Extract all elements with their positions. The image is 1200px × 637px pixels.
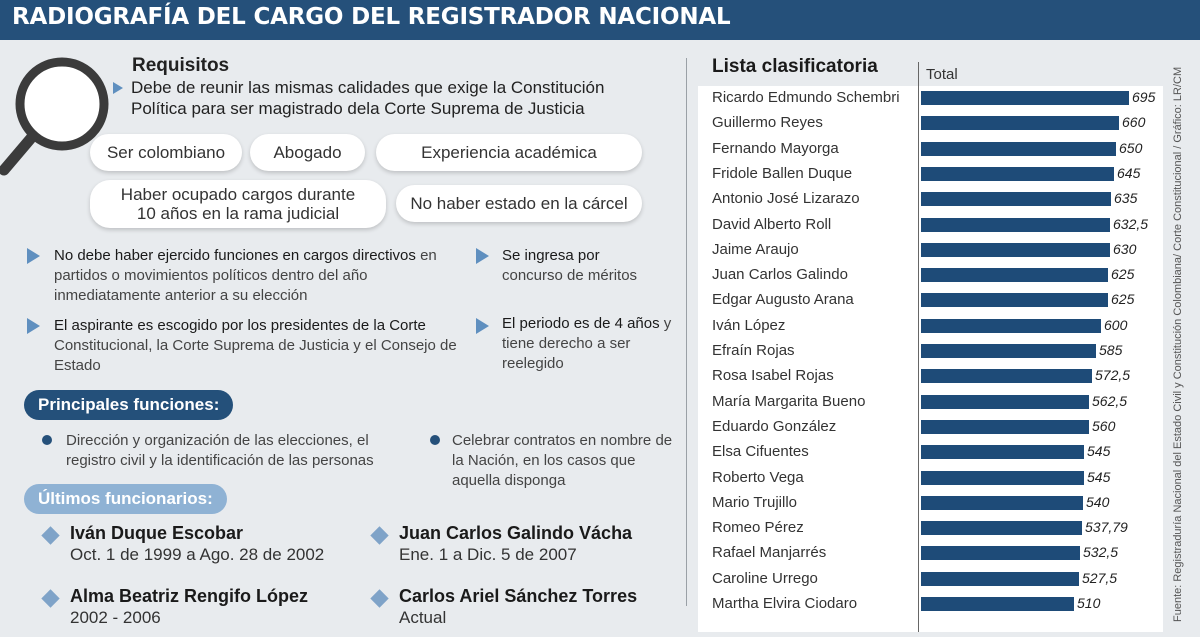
diamond-bullet-icon [370, 526, 388, 544]
bar [921, 142, 1116, 156]
bullet-head: Se ingresa por [502, 247, 600, 264]
funcionario-period: Oct. 1 de 1999 a Ago. 28 de 2002 [70, 545, 325, 564]
bar [921, 218, 1110, 232]
bullet-item [502, 314, 677, 374]
bar-value-label: 625 [1111, 266, 1135, 283]
column-divider [686, 58, 687, 606]
bar-label: Eduardo González [712, 417, 837, 435]
section-heading-funciones: Principales funciones: [24, 390, 233, 420]
bar [921, 521, 1082, 535]
bar-value-label: 650 [1119, 139, 1143, 156]
page-title: RADIOGRAFÍA DEL CARGO DEL REGISTRADOR NACIONAL [12, 4, 731, 30]
funcion-item: Dirección y organización de las elecciones, el registro civil y la identificación de las personas [66, 432, 374, 469]
bar [921, 420, 1089, 434]
bar-label: María Margarita Bueno [712, 392, 866, 410]
bar [921, 167, 1114, 181]
bar-label: Fridole Ballen Duque [712, 164, 853, 182]
funcionario-name: Alma Beatriz Rengifo López [70, 586, 309, 606]
source-note: Fuente: Registraduría Nacional del Estado Civil y Constitución Colombiana/ Corte Constitucional / Gráfico: LR/CM [1172, 66, 1184, 622]
bar-value-label: 560 [1092, 417, 1116, 434]
bullet-item [54, 316, 464, 376]
bar [921, 91, 1129, 105]
bar-value-label: 537,79 [1085, 519, 1128, 536]
bullet-body: y tiene derecho a ser reelegido [502, 315, 672, 372]
bar-label: Jaime Araujo [712, 240, 799, 258]
triangle-bullet-icon [27, 318, 40, 334]
bar [921, 471, 1084, 485]
bar-label: Juan Carlos Galindo [712, 266, 848, 284]
bullet-item [502, 246, 652, 286]
bar-value-label: 585 [1099, 342, 1123, 358]
funcionario-period: Actual [399, 608, 447, 627]
triangle-bullet-icon [476, 248, 489, 264]
bar [921, 293, 1108, 307]
bar-label: Fernando Mayorga [712, 139, 839, 157]
requirement-pill: No haber estado en la cárcel [396, 185, 642, 222]
bar-value-label: 545 [1087, 443, 1111, 460]
bar [921, 546, 1080, 560]
bullet-body: Constitucional, la Corte Suprema de Justicia y el Consejo de Estado [54, 337, 457, 374]
section-heading-funcionarios: Últimos funcionarios: [24, 484, 227, 514]
bar [921, 243, 1110, 257]
funcionario-period: Ene. 1 a Dic. 5 de 2007 [399, 545, 577, 564]
bar-value-label: 510 [1077, 595, 1101, 611]
triangle-bullet-icon [113, 82, 123, 94]
requisitos-title: Requisitos [132, 55, 230, 76]
bar-value-label: 527,5 [1082, 569, 1118, 586]
bar [921, 268, 1108, 282]
bar-value-label: 545 [1087, 468, 1111, 485]
dot-bullet-icon [42, 435, 52, 445]
chart-title: Lista clasificatoria [712, 56, 878, 77]
triangle-bullet-icon [27, 248, 40, 264]
bar-label: Antonio José Lizarazo [712, 190, 860, 208]
bar [921, 395, 1089, 409]
chart-axis [918, 62, 919, 632]
bullet-head: No debe haber ejercido funciones en cargos directivos [54, 247, 416, 264]
bar-label: David Alberto Roll [712, 215, 832, 233]
requisitos-text: Debe de reunir las mismas calidades que exige la Constitución Política para ser magistrado dela Corte Suprema de Justicia [131, 78, 605, 118]
requirement-pill: Abogado [250, 134, 365, 171]
funcionario-name: Carlos Ariel Sánchez Torres [399, 586, 638, 606]
bar-label: Rafael Manjarrés [712, 544, 827, 562]
funcionario-name: Iván Duque Escobar [70, 523, 244, 543]
bar [921, 597, 1074, 611]
bar-value-label: 562,5 [1092, 392, 1128, 409]
bar-value-label: 540 [1086, 493, 1110, 510]
diamond-bullet-icon [41, 589, 59, 607]
funcion-item: Celebrar contratos en nombre de la Nación, en los casos que aquella disponga [452, 432, 673, 489]
bar-label: Mario Trujillo [712, 493, 798, 511]
bar [921, 319, 1101, 333]
bullet-body: en partidos o movimientos políticos dentro del año inmediatamente anterior a su elección [54, 247, 437, 304]
bar-label: Roberto Vega [712, 468, 804, 486]
bar [921, 192, 1111, 206]
bar-label: Guillermo Reyes [712, 114, 823, 132]
bar-value-label: 660 [1122, 114, 1146, 131]
bar [921, 344, 1096, 358]
bar-label: Caroline Urrego [712, 569, 818, 587]
funcionario-period: 2002 - 2006 [70, 608, 161, 627]
bar-value-label: 645 [1117, 164, 1141, 181]
diamond-bullet-icon [41, 526, 59, 544]
bullet-item [54, 246, 454, 306]
bar [921, 445, 1084, 459]
bar-value-label: 532,5 [1083, 544, 1119, 561]
bar-value-label: 632,5 [1113, 215, 1149, 232]
bar-label: Ricardo Edmundo Schembri [712, 89, 900, 106]
bar-value-label: 630 [1113, 240, 1137, 257]
bullet-head: El periodo es de 4 años [502, 315, 660, 332]
bar [921, 496, 1083, 510]
bar-label: Iván López [712, 316, 786, 334]
requirement-pill: Experiencia académica [376, 134, 642, 171]
bar-label: Edgar Augusto Arana [712, 291, 854, 309]
bar-label: Martha Elvira Ciodaro [712, 595, 858, 612]
bar-value-label: 625 [1111, 291, 1135, 308]
bar-label: Efraín Rojas [712, 342, 795, 359]
bar [921, 369, 1092, 383]
requirement-pill: Ser colombiano [90, 134, 242, 171]
bar [921, 116, 1119, 130]
bar-label: Elsa Cifuentes [712, 443, 809, 461]
bar [921, 572, 1079, 586]
bullet-body: concurso de méritos [502, 267, 638, 284]
triangle-bullet-icon [476, 318, 489, 334]
chart-value-label: Total [926, 66, 958, 83]
bar-value-label: 695 [1132, 89, 1156, 105]
bar-value-label: 572,5 [1095, 367, 1131, 384]
bar-label: Rosa Isabel Rojas [712, 367, 834, 385]
requirement-pill: Haber ocupado cargos durante 10 años en la rama judicial [90, 180, 386, 228]
diamond-bullet-icon [370, 589, 388, 607]
funcionario-name: Juan Carlos Galindo Vácha [399, 523, 633, 543]
dot-bullet-icon [430, 435, 440, 445]
bar-value-label: 600 [1104, 316, 1128, 333]
bullet-head: El aspirante es escogido por los presidentes de la Corte [54, 317, 426, 334]
bar-value-label: 635 [1114, 190, 1138, 207]
bar-label: Romeo Pérez [712, 519, 804, 537]
